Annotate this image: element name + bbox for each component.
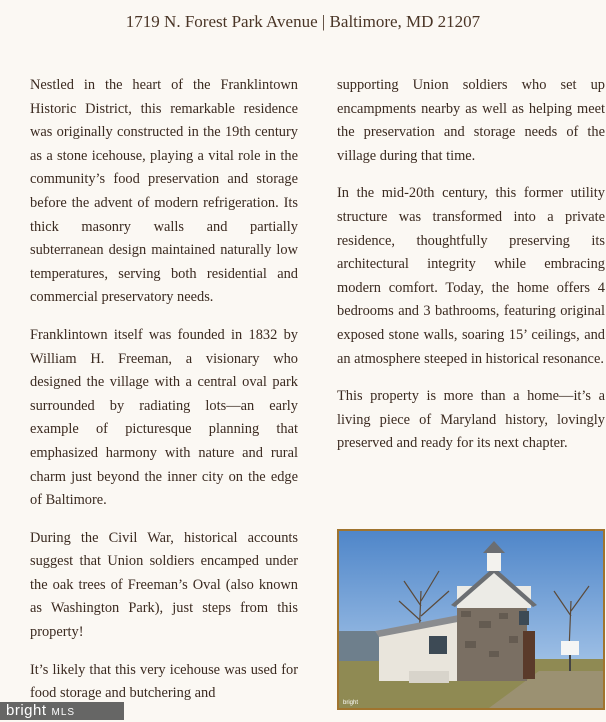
logo-suffix: MLS bbox=[51, 707, 76, 718]
logo-brand: bright bbox=[6, 702, 47, 719]
bright-mls-logo bbox=[0, 702, 124, 720]
left-column bbox=[30, 74, 298, 720]
house-illustration bbox=[339, 531, 603, 708]
page-title: 1719 N. Forest Park Avenue | Baltimore, MD 21207 bbox=[125, 12, 481, 31]
property-photo bbox=[337, 529, 605, 710]
paragraph: Nestled in the heart of the Franklintown Historic District, this remarkable residence was originally constructed in the 19th century as a stone icehouse, playing a vital role in the community’s food preservation and storage before the advent of modern refrigeration. Its thick masonry walls and partially subterranean design maintained naturally low temperatures, serving both residential and commercial preservatory needs. bbox=[30, 77, 298, 306]
paragraph: In the mid-20th century, this former utility structure was transformed into a private residence, thoughtfully preserving its architectural integrity while embracing modern comfort. Today, the home offers 4 bedrooms and 3 bathrooms, featuring original exposed stone walls, soaring 15’ ceilings, and an atmosphere steeped in historical resonance. bbox=[337, 185, 605, 367]
paragraph: It’s likely that this very icehouse was used for food storage and butchering and bbox=[30, 661, 298, 702]
paragraph: Franklintown itself was founded in 1832 by William H. Freeman, a visionary who designed the village with a central oval park surrounded by radiating lots—an early example of picturesque planning that emphasized harmony with nature and rural charm just beyond the inner city on the edge of Baltimore. bbox=[30, 326, 298, 509]
photo-watermark: bright bbox=[343, 700, 359, 706]
right-column bbox=[337, 74, 605, 470]
paragraph: This property is more than a home—it’s a living piece of Maryland history, lovingly preserved and ready for its next chapter. bbox=[337, 388, 605, 452]
paragraph: supporting Union soldiers who set up encampments nearby as well as helping meet the preservation and storage needs of the village during that time. bbox=[337, 77, 605, 164]
paragraph: During the Civil War, historical accounts suggest that Union soldiers encamped under the oak trees of Freeman’s Oval (also known as Washington Park), just steps from this property! bbox=[30, 529, 298, 641]
